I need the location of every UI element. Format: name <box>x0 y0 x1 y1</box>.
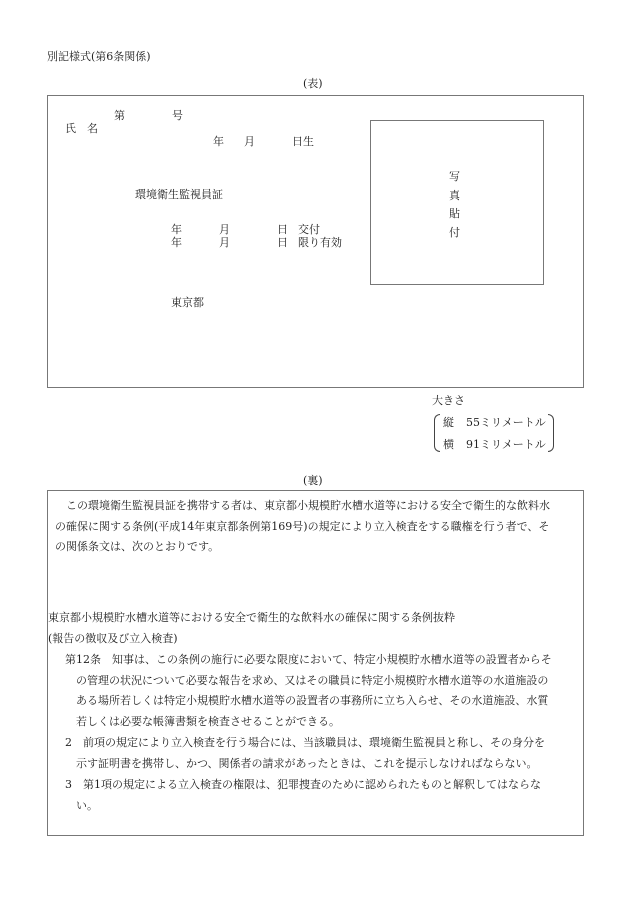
card-name: 環境衛生監視員証 <box>135 188 223 201</box>
paragraph-2-line: 示す証明書を携帯し、かつ、関係者の請求があったときは、これを提示しなければならない。 <box>76 757 538 770</box>
article-12-line: 若しくは必要な帳簿書類を検査させることができる。 <box>76 715 340 728</box>
birth-day: 日生 <box>292 135 314 148</box>
birth-month: 月 <box>244 135 255 148</box>
left-bracket <box>434 414 440 452</box>
intro-line: この環境衛生監視員証を携帯する者は、東京都小規模貯水槽水道等における安全で衛生的な飲料水 <box>55 499 550 512</box>
valid-year: 年 <box>171 236 182 249</box>
right-bracket <box>548 414 554 452</box>
photo-label-char: 付 <box>449 225 460 239</box>
photo-label-char: 写 <box>449 170 460 183</box>
issued-label: 交付 <box>298 223 320 236</box>
issued-month: 月 <box>219 223 230 236</box>
birth-year: 年 <box>213 135 224 148</box>
size-width-dir: 横 <box>443 438 454 451</box>
back-title: (裏) <box>303 474 323 487</box>
photo-label-char: 貼 <box>449 207 460 220</box>
article-12-line: ある場所若しくは特定小規模貯水槽水道等の設置者の事務所に立ち入らせ、その水道施設、水質 <box>76 694 549 707</box>
valid-day: 日 <box>277 236 288 249</box>
front-card <box>47 95 584 388</box>
issuer: 東京都 <box>171 296 204 309</box>
intro-line: の確保に関する条例(平成14年東京都条例第169号)の規定により立入検査をする職権を行う者で、そ <box>55 519 550 533</box>
back-card <box>47 490 584 836</box>
issued-year: 年 <box>171 223 182 236</box>
paragraph-3-line: い。 <box>76 799 98 812</box>
size-height-dir: 縦 <box>443 416 454 429</box>
article-12-line: の管理の状況について必要な報告を求め、又はその職員に特定小規模貯水槽水道等の水道施設の <box>76 674 549 687</box>
name-label: 氏 名 <box>65 122 98 135</box>
form-label: 別記様式(第6条関係) <box>47 50 151 63</box>
intro-line: の関係条文は、次のとおりです。 <box>55 540 220 553</box>
intro-text <box>55 496 550 558</box>
size-height-value: 55ミリメートル <box>466 416 546 429</box>
photo-label <box>449 168 460 242</box>
valid-label: 限り有効 <box>298 236 342 249</box>
paragraph-2-first-line: 2 前項の規定により立入検査を行う場合には、当該職員は、環境衛生監視員と称し、その身分を <box>65 736 545 749</box>
excerpt-title: 東京都小規模貯水槽水道等における安全で衛生的な飲料水の確保に関する条例抜粋 <box>48 611 455 624</box>
paragraph-3-first-line: 3 第1項の規定による立入検査の権限は、犯罪捜査のために認められたものと解釈してはならな <box>65 778 541 791</box>
size-label: 大きさ <box>432 394 465 407</box>
photo-area <box>370 120 544 285</box>
number-prefix: 第 <box>114 109 125 122</box>
article-12-first-line: 第12条 知事は、この条例の施行に必要な限度において、特定小規模貯水槽水道等の設置者からそ <box>65 653 552 666</box>
number-suffix: 号 <box>172 109 183 122</box>
photo-label-char: 真 <box>449 188 460 202</box>
front-title: (表) <box>303 77 323 90</box>
size-width-value: 91ミリメートル <box>466 438 546 451</box>
valid-month: 月 <box>219 236 230 249</box>
section-heading: (報告の徴収及び立入検査) <box>48 632 178 645</box>
issued-day: 日 <box>277 223 288 236</box>
